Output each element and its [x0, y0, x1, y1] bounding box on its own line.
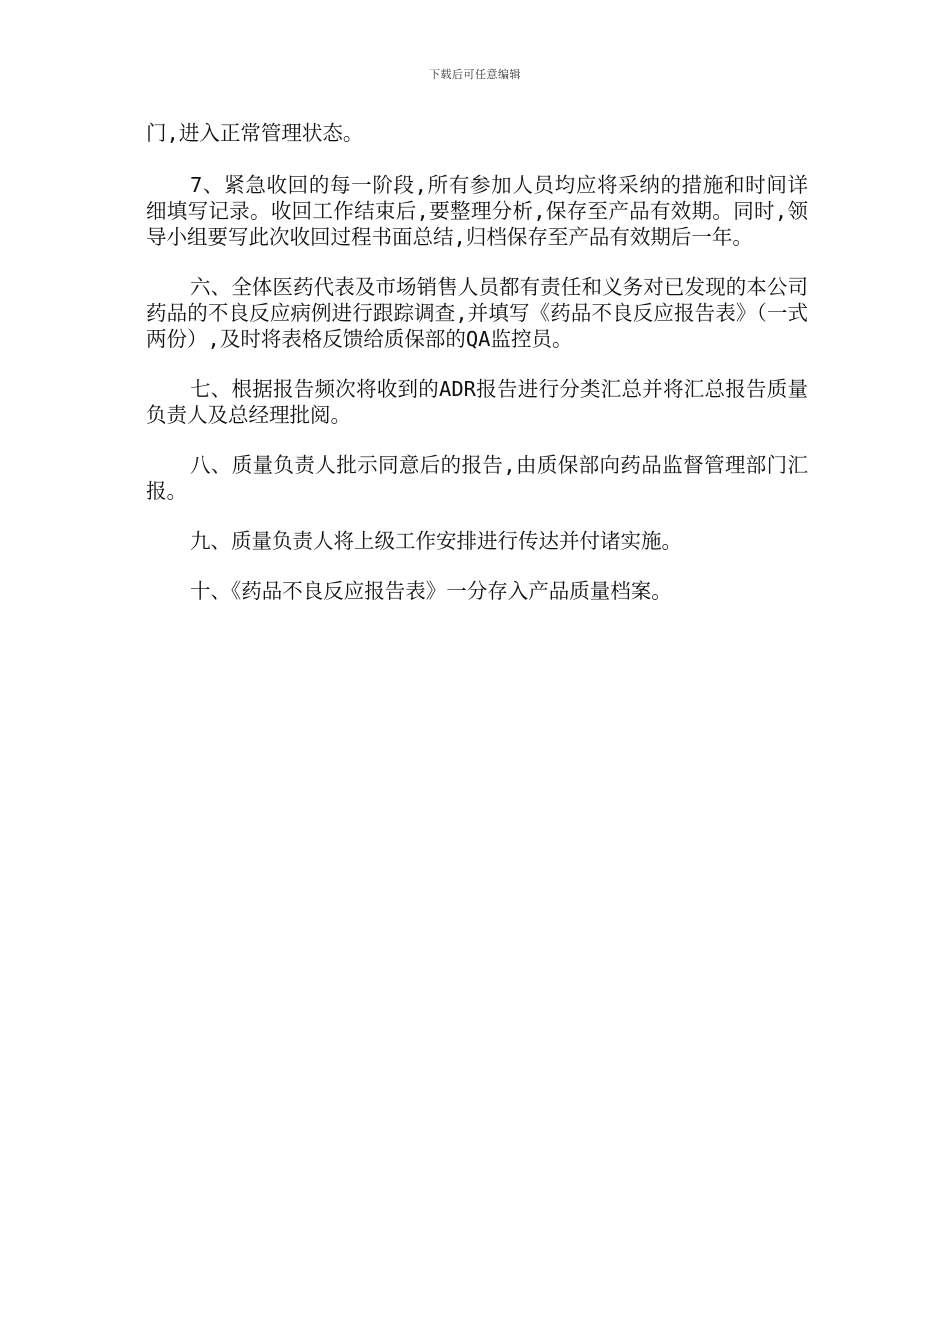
- paragraph-continuation: 门,进入正常管理状态。: [146, 121, 364, 145]
- paragraph-section-9: 九、质量负责人将上级工作安排进行传达并付诸实施。: [190, 529, 682, 553]
- paragraph-section-7: 七、根据报告频次将收到的ADR报告进行分类汇总并将汇总报告质量负责人及总经理批阅。: [146, 377, 808, 427]
- page-header: 下载后可任意编辑: [429, 68, 521, 81]
- document-body: [146, 120, 808, 628]
- paragraph-section-8: 八、质量负责人批示同意后的报告,由质保部向药品监督管理部门汇报。: [146, 453, 808, 503]
- paragraph-section-10: 十、《药品不良反应报告表》一分存入产品质量档案。: [190, 579, 672, 603]
- paragraph-item-7: 7、紧急收回的每一阶段,所有参加人员均应将采纳的措施和时间详细填写记录。收回工作结束后,要整理分析,保存至产品有效期。同时,领导小组要写此次收回过程书面总结,归档保存至产品有效期后一年。: [146, 173, 808, 249]
- paragraph-section-6: 六、全体医药代表及市场销售人员都有责任和义务对已发现的本公司药品的不良反应病例进行跟踪调查,并填写《药品不良反应报告表》（一式两份）,及时将表格反馈给质保部的QA监控员。: [146, 275, 808, 351]
